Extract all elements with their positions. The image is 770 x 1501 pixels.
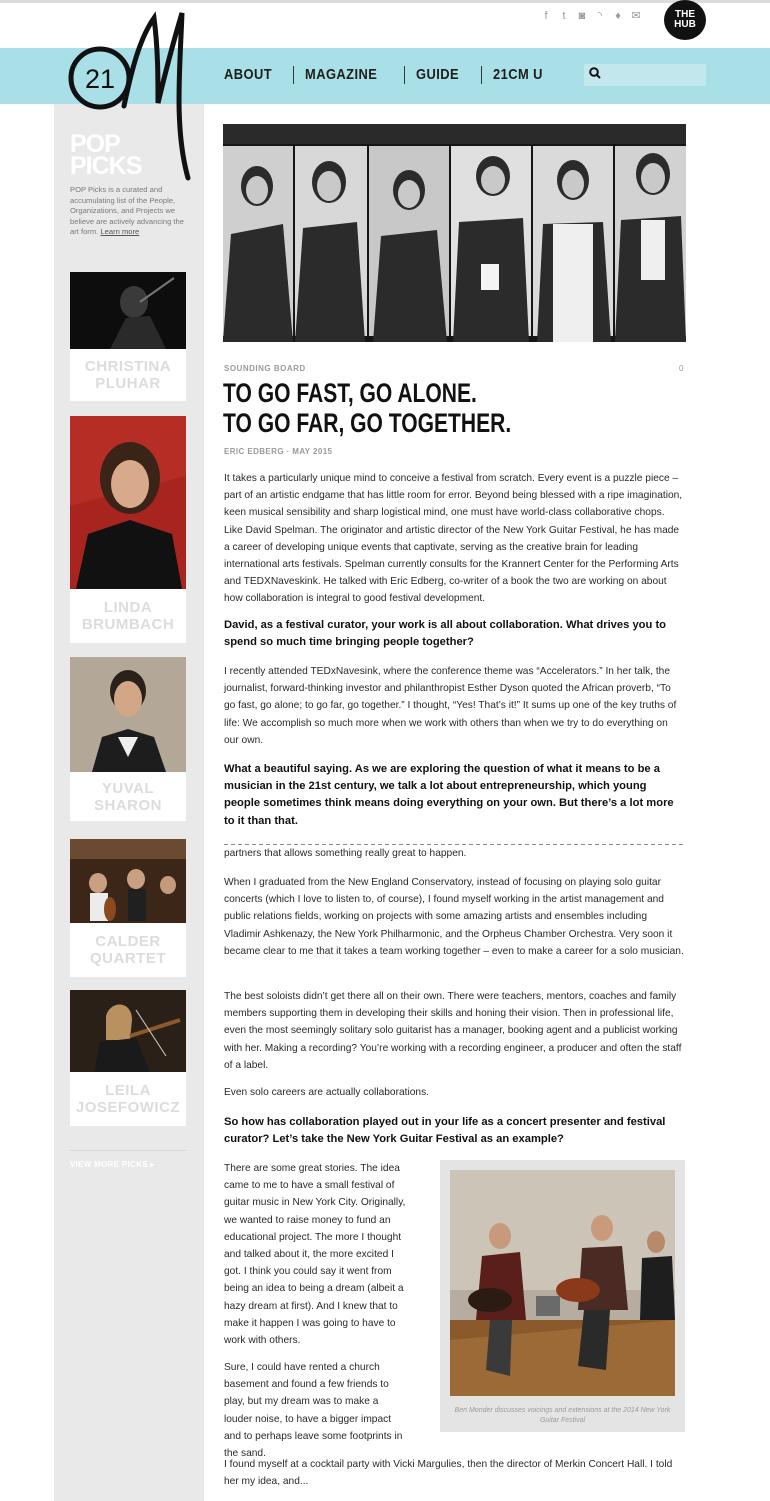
sidebar-divider — [70, 1150, 186, 1151]
article-paragraph: I found myself at a cocktail party with Vicki Margulies, then the director of Merkin Concert Hall. I told her my idea, and... — [224, 1459, 673, 1488]
email-icon[interactable]: ✉ — [631, 10, 641, 22]
pick-name — [70, 772, 186, 821]
article-paragraph: Sure, I could have rented a church basement and found a few friends to play, but my dream was to make a louder noise, to have a bigger impact and to perhaps leave some footprints in the sand. — [224, 1362, 403, 1460]
twitter-icon[interactable]: t — [562, 10, 566, 22]
article-paragraph: partners that allows something really great to happen. — [224, 848, 467, 859]
hero-photo — [223, 124, 686, 342]
pick-card-yuval-sharon[interactable] — [70, 657, 186, 821]
pick-photo — [70, 839, 186, 923]
pick-photo — [70, 416, 186, 589]
article-paragraph: When I graduated from the New England Conservatory, instead of focusing on playing solo guitar concerts (which I love to listen to, of course), I found myself working in the artist management and public relations fields, working on projects with some amazing artists and ensembles including Vladimir Ashkenazy, the New York Philharmonic, and the Orpheus Chamber Orchestra. Very soon it became clear to me that it takes a team working together – even to make a career for a solo musician. — [224, 877, 684, 957]
pick-name-line2: BRUMBACH — [81, 616, 175, 633]
pick-name-line2: PLUHAR — [95, 375, 161, 392]
nav-guide[interactable]: GUIDE — [404, 66, 470, 84]
pop-picks-title — [70, 130, 142, 180]
article-paragraph: It takes a particularly unique mind to conceive a festival from scratch. Every event is a puzzle piece – part of an artistic endgame that has little room for error. Beyond being blessed with a ripe imagination, keen musical sensibility and sharp logistical mind, one must have world-class collaborative chops. Like David Spelman. The originator and artistic director of the New York Guitar Festival, he has made a career of developing unique events that captivate, serving as the creative brain for leading international arts festivals. Spelman currently consults for the Krannert Center for the Performing Arts and TEDXNaveskink. He talked with Eric Edberg, co-writer of a book the two are working on about how collaboration is integral to good festival development. — [224, 473, 683, 605]
pick-name-line2: QUARTET — [90, 950, 166, 967]
hub-label-line1: THE — [675, 9, 695, 20]
pick-name — [70, 923, 186, 977]
article-byline: ERIC EDBERG · MAY 2015 — [224, 447, 333, 456]
pick-name — [70, 1072, 186, 1126]
comment-count[interactable]: 0 — [679, 364, 684, 373]
article-headline — [223, 378, 511, 438]
pick-name-line2: JOSEFOWICZ — [75, 1099, 181, 1116]
pop-title-line2: PICKS — [70, 152, 142, 180]
pop-desc-text: POP Picks is a curated and accumulating list of the People, Organizations, and Projects we believe are actively advancing the art form. — [70, 185, 184, 236]
rss-icon[interactable]: ◝ — [597, 10, 603, 22]
the-hub-badge[interactable] — [664, 0, 706, 40]
article-paragraph: The best soloists didn’t get there all on their own. There were teachers, mentors, coaches and family members supporting them in developing their skills and honing their vision. Then in professional life, even the most seemingly solitary solo guitarist has a manager, booking agent and a publicist working with her. Making a recording? You’re working with a recording engineer, a producer and often the staff of a label. — [224, 991, 682, 1071]
pick-photo — [70, 272, 186, 349]
pick-card-christina-pluhar[interactable] — [70, 272, 186, 401]
pick-card-calder-quartet[interactable] — [70, 839, 186, 977]
pick-card-leila-josefowicz[interactable] — [70, 990, 186, 1126]
article-figure — [440, 1160, 685, 1432]
interview-question: David, as a festival curator, your work is all about collaboration. What drives you to spend so much time bringing people together? — [224, 619, 667, 649]
headline-line1: TO GO FAST, GO ALONE. — [223, 378, 477, 408]
interview-question: So how has collaboration played out in your life as a concert presenter and festival curator? Let’s take the New York Guitar Festival as an example? — [224, 1116, 666, 1146]
learn-more-link[interactable]: Learn more — [100, 227, 140, 236]
search-icon[interactable] — [588, 66, 602, 80]
interview-question: What a beautiful saying. As we are exploring the question of what it means to be a musician in the 21st century, we talk a lot about entrepreneurship, which young people sometimes think means doing everything on your own. But there’s a lot more to it than that. — [224, 763, 674, 827]
nav-magazine[interactable]: MAGAZINE — [293, 66, 388, 84]
figure-caption: Ben Monder discusses voicings and extensions at the 2014 New York Guitar Festival — [454, 1407, 671, 1424]
pick-photo — [70, 657, 186, 772]
article-paragraph: I recently attended TEDxNavesink, where the conference theme was “Accelerators.” In her talk, the journalist, forward-thinking investor and philanthropist Esther Dyson quoted the African proverb, “To go fast, go alone; to go far, go together.” I thought, “Yes! That’s it!” It sums up one of the key truths of life: We accomplish so much more when we work with others than when we try to do everything on our own. — [224, 666, 677, 746]
pick-name-line1: LINDA — [103, 599, 153, 616]
pick-card-linda-brumbach[interactable] — [70, 416, 186, 643]
facebook-icon[interactable]: f — [544, 10, 548, 22]
figure-photo — [450, 1170, 675, 1396]
social-links — [540, 10, 642, 22]
pick-name-line1: CALDER — [95, 933, 161, 950]
hub-label-line2: HUB — [674, 19, 696, 30]
article-paragraph: There are some great stories. The idea came to me to have a small festival of guitar music in New York City. Originally, we wanted to raise money to fund an educational project. The more I thought and talked about it, the more excited I got. I think you could say it went from being an idea to being a dream (albeit a hazy dream at first). And I knew that to make it happen I was going to have to work with others. — [224, 1163, 406, 1347]
pick-name — [70, 349, 186, 401]
pick-name-line1: YUVAL — [101, 780, 155, 797]
pick-name — [70, 589, 186, 643]
pick-name-line1: CHRISTINA — [84, 358, 172, 375]
microphone-icon[interactable]: ♦ — [615, 10, 621, 22]
view-more-picks-link[interactable]: VIEW MORE PICKS ▸ — [70, 1160, 155, 1169]
pop-picks-description — [70, 185, 188, 238]
logo-21-text: 21 — [84, 64, 116, 94]
article-section-label[interactable]: SOUNDING BOARD — [224, 364, 306, 373]
search-input[interactable] — [584, 64, 706, 86]
main-nav — [224, 66, 566, 84]
top-strip — [0, 0, 770, 3]
nav-about[interactable]: ABOUT — [224, 66, 273, 83]
nav-21cm-u[interactable]: 21CM U — [481, 66, 554, 84]
pick-photo — [70, 990, 186, 1072]
pop-title-line1: POP — [70, 130, 120, 158]
pick-name-line1: LEILA — [105, 1082, 151, 1099]
headline-line2: TO GO FAR, GO TOGETHER. — [223, 408, 512, 438]
pick-name-line2: SHARON — [93, 797, 162, 814]
instagram-icon[interactable]: ◙ — [578, 10, 586, 22]
article-paragraph: Even solo careers are actually collaborations. — [224, 1087, 429, 1098]
